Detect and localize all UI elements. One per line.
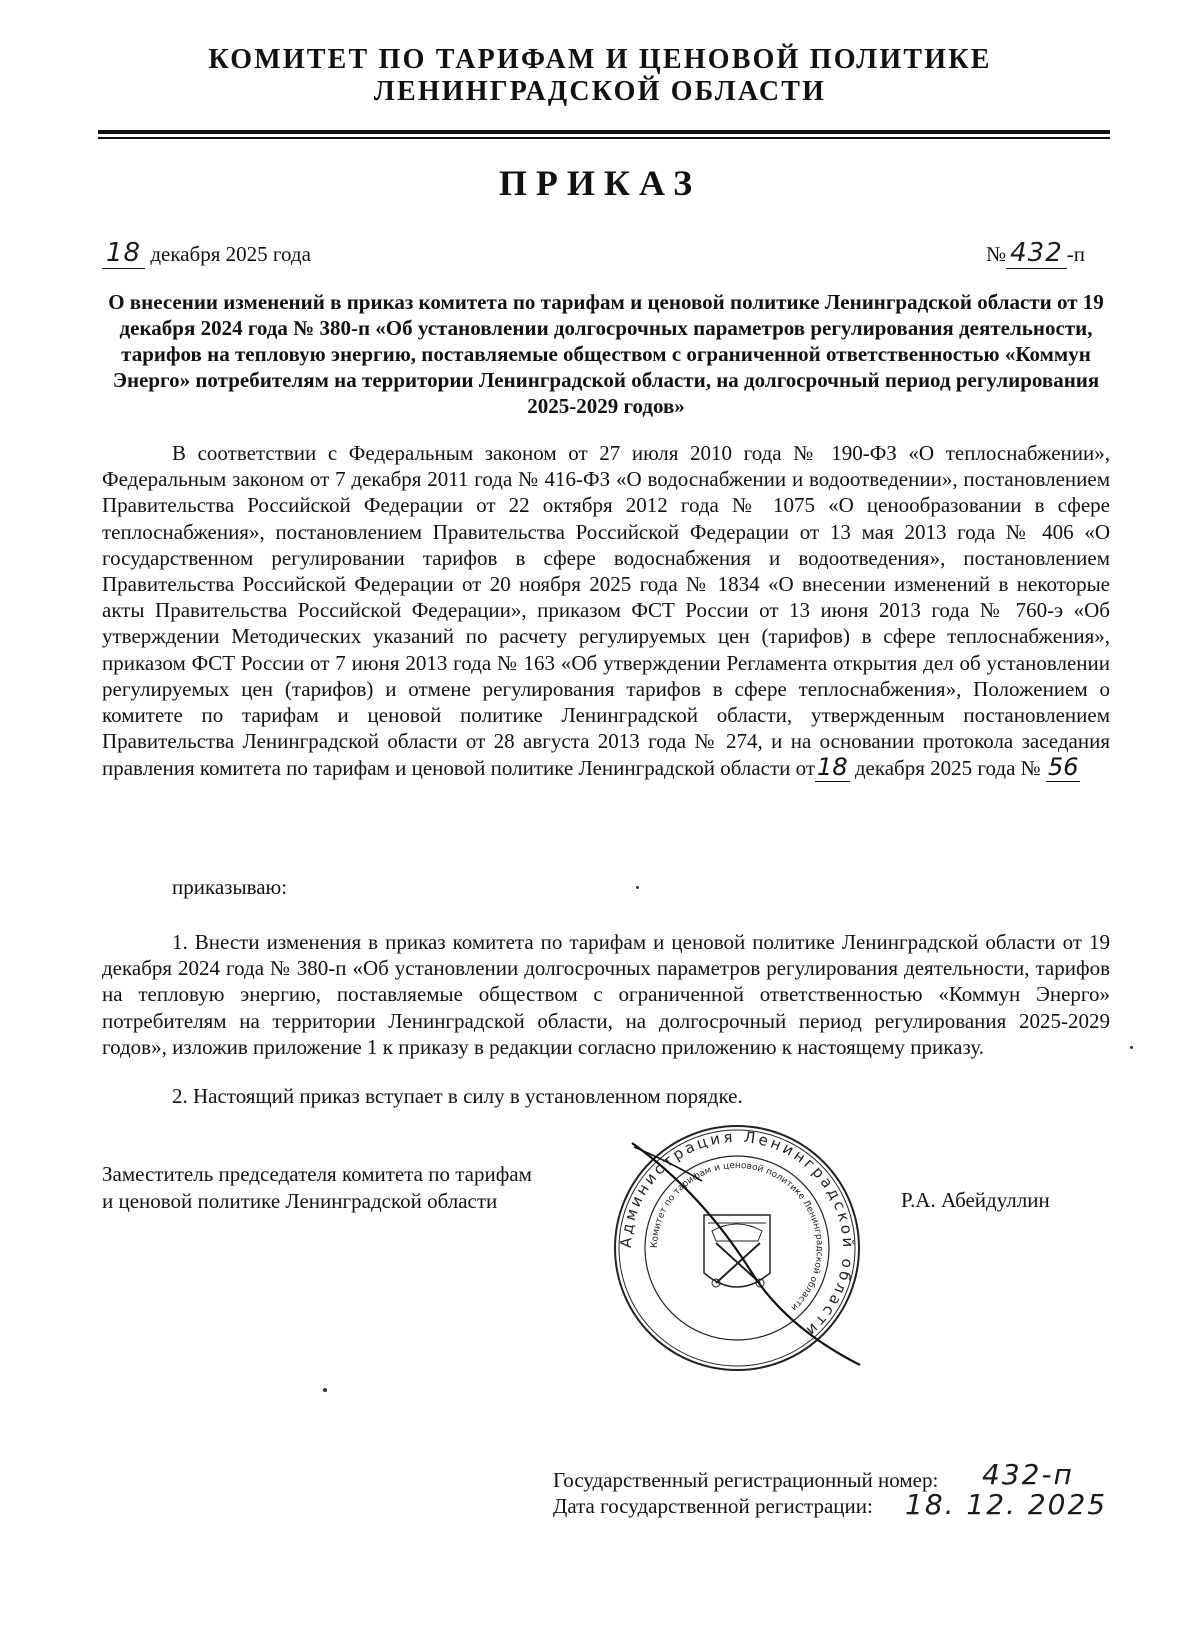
registration-date-label: Дата государственной регистрации: bbox=[553, 1494, 873, 1518]
handwritten-registration-number: 432-п bbox=[982, 1458, 1074, 1491]
document-number bbox=[986, 238, 1085, 268]
preamble-protocol-mid: декабря 2025 года № bbox=[854, 756, 1041, 781]
header-rule-thick bbox=[98, 130, 1110, 134]
number-sign: № bbox=[986, 242, 1007, 266]
preamble-paragraph bbox=[102, 440, 1110, 782]
order-item-2: 2. Настоящий приказ вступает в силу в установленном порядке. bbox=[172, 1084, 743, 1108]
document-subject: О внесении изменений в приказ комитета по тарифам и ценовой политике Ленинградской области от 19 декабря 2024 года № 380-п «Об установлении долгосрочных параметров регулирования деятельности, тарифов на тепловую энергию, поставляемые обществом с ограниченной ответственностью «Коммун Энерго» потребителям на территории Ленинградской области, на долгосрочный период регулирования 2025-2029 годов» bbox=[108, 290, 1104, 418]
seal-outer-text: Администрация Ленинградской области bbox=[616, 1127, 858, 1342]
organization-header bbox=[0, 44, 1200, 108]
scan-speck bbox=[1130, 1046, 1133, 1049]
preamble-text: В соответствии с Федеральным законом от 27 июля 2010 года № 190-ФЗ «О теплоснабжении», Федеральным законом от 7 декабря 2011 года № 416-ФЗ «О водоснабжении и водоотведении», постановлением Правительства Российской Федерации от 22 октября 2012 года № 1075 «О ценообразовании в сфере теплоснабжения», постановлением Правительства Российской Федерации от 13 мая 2013 года № 406 «О государственном регулировании тарифов в сфере водоснабжения и водоотведения», постановлением Правительства Российской Федерации от 20 ноября 2025 года № 1834 «О внесении изменений в некоторые акты Правительства Российской Федерации», приказом ФСТ России от 13 июня 2013 года № 760-э «Об утверждении Методических указаний по расчету регулируемых цен (тарифов) в сфере теплоснабжения», приказом ФСТ России от 7 июня 2013 года № 163 «Об утверждении Регламента открытия дел об установлении регулируемых цен (тарифов) и отмене регулирования тарифов в сфере теплоснабжения», Положением о комитете по тарифам и ценовой политике Ленинградской области, утвержденным постановлением Правительства Ленинградской области от 28 августа 2013 года № 274, и на основании протокола заседания правления комитета по тарифам и ценовой политике Ленинградской области от bbox=[102, 441, 1110, 781]
signer-position bbox=[102, 1161, 532, 1215]
order-word: приказываю: bbox=[172, 875, 288, 899]
document-date-text: декабря 2025 года bbox=[150, 242, 311, 266]
svg-text:Комитет по тарифам и ценовой п bbox=[650, 1161, 824, 1313]
seal-inner-text: Комитет по тарифам и ценовой политике Ленинградской области bbox=[649, 1160, 825, 1313]
organization-name-line2: ЛЕНИНГРАДСКОЙ ОБЛАСТИ bbox=[373, 76, 827, 107]
official-seal-icon bbox=[612, 1123, 862, 1373]
header-rule-thin bbox=[98, 137, 1110, 139]
handwritten-protocol-day: 18 bbox=[817, 753, 848, 782]
registration-number-label: Государственный регистрационный номер: bbox=[553, 1468, 939, 1492]
handwritten-registration-date: 18. 12. 2025 bbox=[905, 1488, 1108, 1521]
document-type-title: ПРИКАЗ bbox=[498, 163, 702, 203]
handwritten-document-number: 432 bbox=[1006, 238, 1067, 269]
handwritten-date-day: 18 bbox=[102, 238, 145, 269]
handwritten-protocol-number: 56 bbox=[1047, 753, 1079, 782]
signer-position-line2: и ценовой политике Ленинградской области bbox=[102, 1189, 498, 1213]
scan-speck bbox=[323, 1388, 327, 1392]
registration-block bbox=[553, 1467, 938, 1519]
organization-name-line1: КОМИТЕТ ПО ТАРИФАМ И ЦЕНОВОЙ ПОЛИТИКЕ bbox=[208, 44, 992, 75]
number-suffix: -п bbox=[1066, 242, 1085, 266]
document-date bbox=[102, 238, 311, 268]
signer-position-line1: Заместитель председателя комитета по тарифам bbox=[102, 1162, 532, 1186]
order-item-1: 1. Внести изменения в приказ комитета по тарифам и ценовой политике Ленинградской области от 19 декабря 2024 года № 380-п «Об установлении долгосрочных параметров регулирования деятельности, тарифов на тепловую энергию, поставляемые обществом с ограниченной ответственностью «Коммун Энерго» потребителям на территории Ленинградской области, на долгосрочный период регулирования 2025-2029 годов», изложив приложение 1 к приказу в редакции согласно приложению к настоящему приказу. bbox=[102, 930, 1110, 1059]
signer-name: Р.А. Абейдуллин bbox=[901, 1188, 1050, 1212]
scan-speck bbox=[636, 886, 639, 889]
